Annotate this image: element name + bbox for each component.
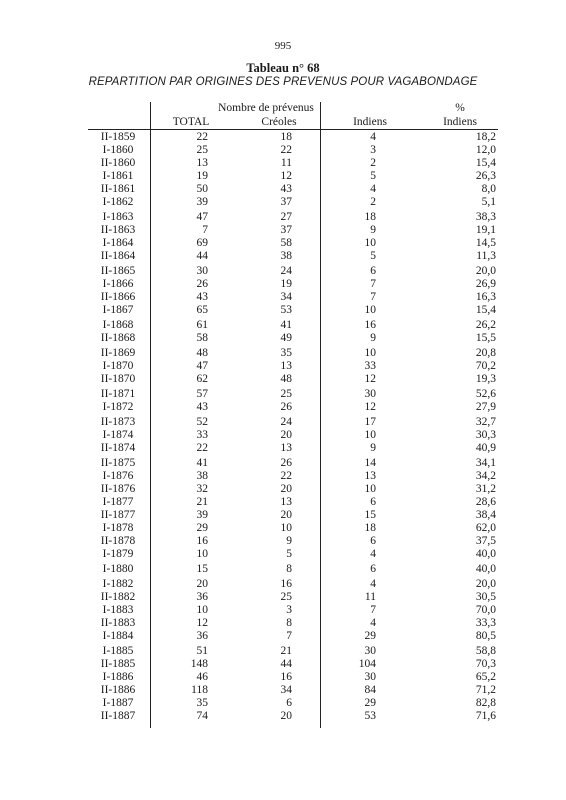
percent-cell: 71,6 xyxy=(475,709,496,722)
indiens-cell: 33 xyxy=(364,359,376,372)
total-cell: 51 xyxy=(196,645,208,658)
table-row xyxy=(88,304,498,317)
table-row xyxy=(88,347,498,360)
table-row xyxy=(88,548,498,561)
indiens-cell: 84 xyxy=(364,683,376,696)
creoles-cell: 43 xyxy=(280,182,292,195)
creoles-cell: 27 xyxy=(280,210,292,223)
table-row xyxy=(88,697,498,710)
indiens-cell: 2 xyxy=(370,156,376,169)
table-row xyxy=(88,470,498,483)
indiens-cell: 17 xyxy=(364,416,376,429)
creoles-cell: 18 xyxy=(280,131,292,143)
period-cell: II-1864 xyxy=(100,249,136,262)
creoles-cell: 20 xyxy=(280,483,292,496)
period-cell: II-1882 xyxy=(100,591,136,604)
total-cell: 69 xyxy=(196,236,208,249)
total-cell: 47 xyxy=(196,210,208,223)
percent-cell: 27,9 xyxy=(475,401,496,413)
percent-cell: 40,0 xyxy=(475,547,496,560)
creoles-cell: 22 xyxy=(280,470,292,483)
total-cell: 35 xyxy=(196,696,208,709)
percent-cell: 15,4 xyxy=(475,303,496,316)
total-cell: 62 xyxy=(196,372,208,385)
percent-cell: 30,3 xyxy=(475,429,496,442)
indiens-cell: 18 xyxy=(364,521,376,534)
period-cell: I-1868 xyxy=(102,318,134,331)
percent-cell: 70,0 xyxy=(475,604,496,617)
creoles-cell: 38 xyxy=(280,249,292,262)
creoles-cell: 35 xyxy=(280,347,292,359)
indiens-cell: 13 xyxy=(364,470,376,483)
creoles-cell: 16 xyxy=(280,578,292,591)
period-cell: I-1866 xyxy=(102,277,134,290)
creoles-cell: 8 xyxy=(286,617,292,629)
percent-cell: 28,6 xyxy=(475,496,496,509)
percent-cell: 52,6 xyxy=(475,388,496,401)
table-row xyxy=(88,604,498,617)
total-cell: 57 xyxy=(196,388,208,401)
percent-cell: 38,3 xyxy=(475,210,496,223)
table-row xyxy=(88,183,498,196)
percent-cell: 80,5 xyxy=(475,629,496,642)
period-cell: II-1878 xyxy=(100,534,136,547)
period-cell: II-1868 xyxy=(100,331,136,344)
total-cell: 22 xyxy=(196,442,208,455)
percent-cell: 16,3 xyxy=(475,290,496,303)
total-cell: 52 xyxy=(196,416,208,429)
period-cell: I-1884 xyxy=(102,629,134,642)
table-row xyxy=(88,617,498,630)
period-cell: II-1883 xyxy=(100,617,136,629)
indiens-cell: 16 xyxy=(364,318,376,331)
percent-cell: 12,0 xyxy=(475,143,496,156)
period-cell: I-1864 xyxy=(102,236,134,249)
creoles-cell: 20 xyxy=(280,709,292,722)
table-row xyxy=(88,131,498,144)
table-row xyxy=(88,630,498,643)
percent-header: % xyxy=(455,102,465,114)
percent-cell: 34,1 xyxy=(475,457,496,470)
creoles-cell: 25 xyxy=(280,591,292,604)
creoles-cell: 58 xyxy=(280,236,292,249)
total-cell: 30 xyxy=(196,264,208,277)
creoles-cell: 26 xyxy=(280,401,292,413)
creoles-cell: 37 xyxy=(280,195,292,208)
indiens-cell: 6 xyxy=(370,264,376,277)
period-cell: I-1861 xyxy=(102,169,134,182)
total-cell: 36 xyxy=(196,591,208,604)
period-cell: I-1862 xyxy=(102,195,134,208)
period-cell: I-1877 xyxy=(102,496,134,509)
percent-cell: 70,3 xyxy=(475,658,496,671)
total-cell: 16 xyxy=(196,534,208,547)
indiens-cell: 10 xyxy=(364,347,376,359)
total-cell: 22 xyxy=(196,131,208,143)
period-cell: II-1861 xyxy=(100,182,136,195)
indiens-cell: 53 xyxy=(364,709,376,722)
total-cell: 21 xyxy=(196,496,208,509)
percent-cell: 82,8 xyxy=(475,696,496,709)
indiens-cell: 5 xyxy=(370,169,376,182)
indiens-cell: 12 xyxy=(364,372,376,385)
period-cell: I-1879 xyxy=(102,547,134,560)
indiens-cell: 6 xyxy=(370,496,376,509)
percent-cell: 34,2 xyxy=(475,470,496,483)
table-row xyxy=(88,170,498,183)
indiens-cell: 7 xyxy=(370,277,376,290)
total-cell: 65 xyxy=(196,303,208,316)
total-cell: 61 xyxy=(196,318,208,331)
creoles-cell: 21 xyxy=(280,645,292,658)
percent-cell: 20,0 xyxy=(475,264,496,277)
table-row xyxy=(88,442,498,455)
percent-cell: 26,9 xyxy=(475,277,496,290)
total-cell: 47 xyxy=(196,359,208,372)
period-cell: I-1880 xyxy=(102,563,134,575)
indiens-cell: 9 xyxy=(370,223,376,236)
indiens-cell: 18 xyxy=(364,210,376,223)
period-cell: II-1886 xyxy=(100,683,136,696)
table-row xyxy=(88,157,498,170)
table-title: Tableau n° 68 xyxy=(246,61,320,75)
group-header: Nombre de prévenus xyxy=(218,102,314,114)
period-cell: II-1866 xyxy=(100,290,136,303)
table-row xyxy=(88,373,498,386)
creoles-cell: 34 xyxy=(280,683,292,696)
percent-cell: 31,2 xyxy=(475,483,496,496)
table-row xyxy=(88,211,498,224)
total-cell: 43 xyxy=(196,401,208,413)
total-cell: 44 xyxy=(196,249,208,262)
table-row xyxy=(88,250,498,263)
percent-cell: 40,0 xyxy=(475,563,496,575)
total-cell: 48 xyxy=(196,347,208,359)
period-cell: I-1887 xyxy=(102,696,134,709)
creoles-cell: 11 xyxy=(280,156,292,169)
period-cell: I-1874 xyxy=(102,429,134,442)
period-cell: II-1870 xyxy=(100,372,136,385)
page-number: 995 xyxy=(274,40,292,52)
table-row xyxy=(88,388,498,401)
period-cell: I-1878 xyxy=(102,521,134,534)
indiens-cell: 3 xyxy=(370,143,376,156)
creoles-cell: 24 xyxy=(280,264,292,277)
creoles-cell: 13 xyxy=(280,442,292,455)
percent-cell: 65,2 xyxy=(475,671,496,683)
creoles-cell: 6 xyxy=(286,696,292,709)
period-cell: I-1870 xyxy=(102,359,134,372)
table-row xyxy=(88,509,498,522)
indiens-cell: 15 xyxy=(364,509,376,521)
table-row xyxy=(88,710,498,723)
indiens-cell: 5 xyxy=(370,249,376,262)
indiens-cell: 6 xyxy=(370,534,376,547)
period-cell: II-1873 xyxy=(100,416,136,429)
period-cell: I-1867 xyxy=(102,303,134,316)
percent-cell: 40,9 xyxy=(475,442,496,455)
total-cell: 13 xyxy=(196,156,208,169)
creoles-cell: 7 xyxy=(286,629,292,642)
indiens-cell: 4 xyxy=(370,182,376,195)
percent-cell: 26,3 xyxy=(475,169,496,182)
indiens-cell: 29 xyxy=(364,696,376,709)
indiens-cell: 7 xyxy=(370,290,376,303)
period-cell: I-1886 xyxy=(102,671,134,683)
percent-cell: 11,3 xyxy=(476,249,496,262)
total-cell: 15 xyxy=(196,563,208,575)
table-row xyxy=(88,237,498,250)
table-row xyxy=(88,224,498,237)
total-cell: 38 xyxy=(196,470,208,483)
percent-cell: 38,4 xyxy=(475,509,496,521)
indiens-cell: 30 xyxy=(364,645,376,658)
indiens-cell: 4 xyxy=(370,547,376,560)
table-row xyxy=(88,578,498,591)
period-cell: II-1877 xyxy=(100,509,136,521)
table-row xyxy=(88,658,498,671)
indiens-cell: 4 xyxy=(370,131,376,143)
total-cell: 118 xyxy=(191,683,208,696)
period-cell: II-1863 xyxy=(100,223,136,236)
period-cell: I-1885 xyxy=(102,645,134,658)
percent-cell: 37,5 xyxy=(475,534,496,547)
percent-cell: 8,0 xyxy=(481,182,496,195)
indiens-cell: 14 xyxy=(364,457,376,470)
percent-cell: 14,5 xyxy=(475,236,496,249)
table-row xyxy=(88,671,498,684)
period-cell: II-1887 xyxy=(100,709,136,722)
percent-cell: 33,3 xyxy=(475,617,496,629)
indiens-cell: 10 xyxy=(364,236,376,249)
total-cell: 39 xyxy=(196,195,208,208)
table-row xyxy=(88,591,498,604)
total-cell: 12 xyxy=(196,617,208,629)
period-cell: I-1876 xyxy=(102,470,134,483)
table-row xyxy=(88,332,498,345)
creoles-cell: 5 xyxy=(286,547,292,560)
table-row xyxy=(88,645,498,658)
percent-cell: 62,0 xyxy=(475,521,496,534)
table-row xyxy=(88,457,498,470)
percent-cell: 30,5 xyxy=(475,591,496,604)
percent-cell: 5,1 xyxy=(481,195,496,208)
creoles-cell: 26 xyxy=(280,457,292,470)
period-cell: II-1865 xyxy=(100,264,136,277)
column-header-indiens: Indiens xyxy=(353,116,387,128)
creoles-cell: 13 xyxy=(280,359,292,372)
period-cell: II-1876 xyxy=(100,483,136,496)
percent-cell: 32,7 xyxy=(475,416,496,429)
creoles-cell: 10 xyxy=(280,521,292,534)
creoles-cell: 12 xyxy=(280,169,292,182)
creoles-cell: 13 xyxy=(280,496,292,509)
total-cell: 41 xyxy=(196,457,208,470)
percent-cell: 18,2 xyxy=(475,131,496,143)
indiens-cell: 7 xyxy=(370,604,376,617)
creoles-cell: 19 xyxy=(280,277,292,290)
table-row xyxy=(88,522,498,535)
percent-cell: 19,1 xyxy=(475,223,496,236)
indiens-cell: 9 xyxy=(370,331,376,344)
percent-cell: 70,2 xyxy=(475,359,496,372)
period-cell: II-1871 xyxy=(100,388,136,401)
total-cell: 29 xyxy=(196,521,208,534)
table-row xyxy=(88,144,498,157)
percent-cell: 20,0 xyxy=(475,578,496,591)
percent-cell: 15,4 xyxy=(475,156,496,169)
period-cell: II-1859 xyxy=(100,131,136,143)
total-cell: 74 xyxy=(196,709,208,722)
creoles-cell: 25 xyxy=(280,388,292,401)
total-cell: 20 xyxy=(196,578,208,591)
table-row xyxy=(88,278,498,291)
percent-cell: 26,2 xyxy=(475,318,496,331)
creoles-cell: 20 xyxy=(280,509,292,521)
percent-cell: 71,2 xyxy=(475,683,496,696)
total-cell: 58 xyxy=(196,331,208,344)
percent-cell: 15,5 xyxy=(475,331,496,344)
creoles-cell: 9 xyxy=(286,534,292,547)
indiens-cell: 10 xyxy=(364,483,376,496)
indiens-cell: 10 xyxy=(364,303,376,316)
indiens-cell: 4 xyxy=(370,617,376,629)
total-cell: 46 xyxy=(196,671,208,683)
total-cell: 33 xyxy=(196,429,208,442)
total-cell: 19 xyxy=(196,169,208,182)
indiens-cell: 12 xyxy=(364,401,376,413)
table-row xyxy=(88,429,498,442)
period-cell: I-1863 xyxy=(102,210,134,223)
indiens-cell: 30 xyxy=(364,388,376,401)
table-row xyxy=(88,291,498,304)
total-cell: 7 xyxy=(202,223,208,236)
column-header-total: TOTAL xyxy=(172,116,210,128)
creoles-cell: 3 xyxy=(286,604,292,617)
indiens-cell: 6 xyxy=(370,563,376,575)
total-cell: 39 xyxy=(196,509,208,521)
indiens-cell: 104 xyxy=(358,658,376,671)
total-cell: 26 xyxy=(196,277,208,290)
table-subtitle: REPARTITION PAR ORIGINES DES PREVENUS POUR VAGABONDAGE xyxy=(88,76,478,88)
table-row xyxy=(88,563,498,576)
table-row xyxy=(88,401,498,414)
indiens-cell: 10 xyxy=(364,429,376,442)
indiens-cell: 29 xyxy=(364,629,376,642)
percent-cell: 58,8 xyxy=(475,645,496,658)
creoles-cell: 24 xyxy=(280,416,292,429)
percent-cell: 19,3 xyxy=(475,372,496,385)
period-cell: II-1869 xyxy=(100,347,136,359)
table-row xyxy=(88,684,498,697)
indiens-cell: 30 xyxy=(364,671,376,683)
period-cell: II-1885 xyxy=(100,658,136,671)
total-cell: 32 xyxy=(196,483,208,496)
period-cell: I-1883 xyxy=(102,604,134,617)
table-row xyxy=(88,196,498,209)
creoles-cell: 8 xyxy=(286,563,292,575)
creoles-cell: 37 xyxy=(280,223,292,236)
table-row xyxy=(88,496,498,509)
total-cell: 25 xyxy=(196,143,208,156)
table-row xyxy=(88,416,498,429)
column-header-creoles: Créoles xyxy=(261,116,297,128)
creoles-cell: 41 xyxy=(280,318,292,331)
period-cell: II-1874 xyxy=(100,442,136,455)
creoles-cell: 34 xyxy=(280,290,292,303)
indiens-cell: 11 xyxy=(364,591,376,604)
table-row xyxy=(88,360,498,373)
table-row xyxy=(88,319,498,332)
indiens-cell: 9 xyxy=(370,442,376,455)
total-cell: 43 xyxy=(196,290,208,303)
table-row xyxy=(88,535,498,548)
column-header-percent-indiens: Indiens xyxy=(443,116,477,128)
period-cell: II-1860 xyxy=(100,156,136,169)
period-cell: I-1872 xyxy=(102,401,134,413)
creoles-cell: 44 xyxy=(280,658,292,671)
creoles-cell: 16 xyxy=(280,671,292,683)
period-cell: I-1882 xyxy=(102,578,134,591)
table-row xyxy=(88,265,498,278)
creoles-cell: 49 xyxy=(280,331,292,344)
total-cell: 10 xyxy=(196,547,208,560)
creoles-cell: 22 xyxy=(280,143,292,156)
total-cell: 50 xyxy=(196,182,208,195)
creoles-cell: 53 xyxy=(280,303,292,316)
creoles-cell: 20 xyxy=(280,429,292,442)
total-cell: 36 xyxy=(196,629,208,642)
period-cell: II-1875 xyxy=(100,457,136,470)
total-cell: 10 xyxy=(196,604,208,617)
creoles-cell: 48 xyxy=(280,372,292,385)
period-cell: I-1860 xyxy=(102,143,134,156)
total-cell: 148 xyxy=(190,658,208,671)
indiens-cell: 4 xyxy=(370,578,376,591)
table-row xyxy=(88,483,498,496)
indiens-cell: 2 xyxy=(370,195,376,208)
percent-cell: 20,8 xyxy=(475,347,496,359)
